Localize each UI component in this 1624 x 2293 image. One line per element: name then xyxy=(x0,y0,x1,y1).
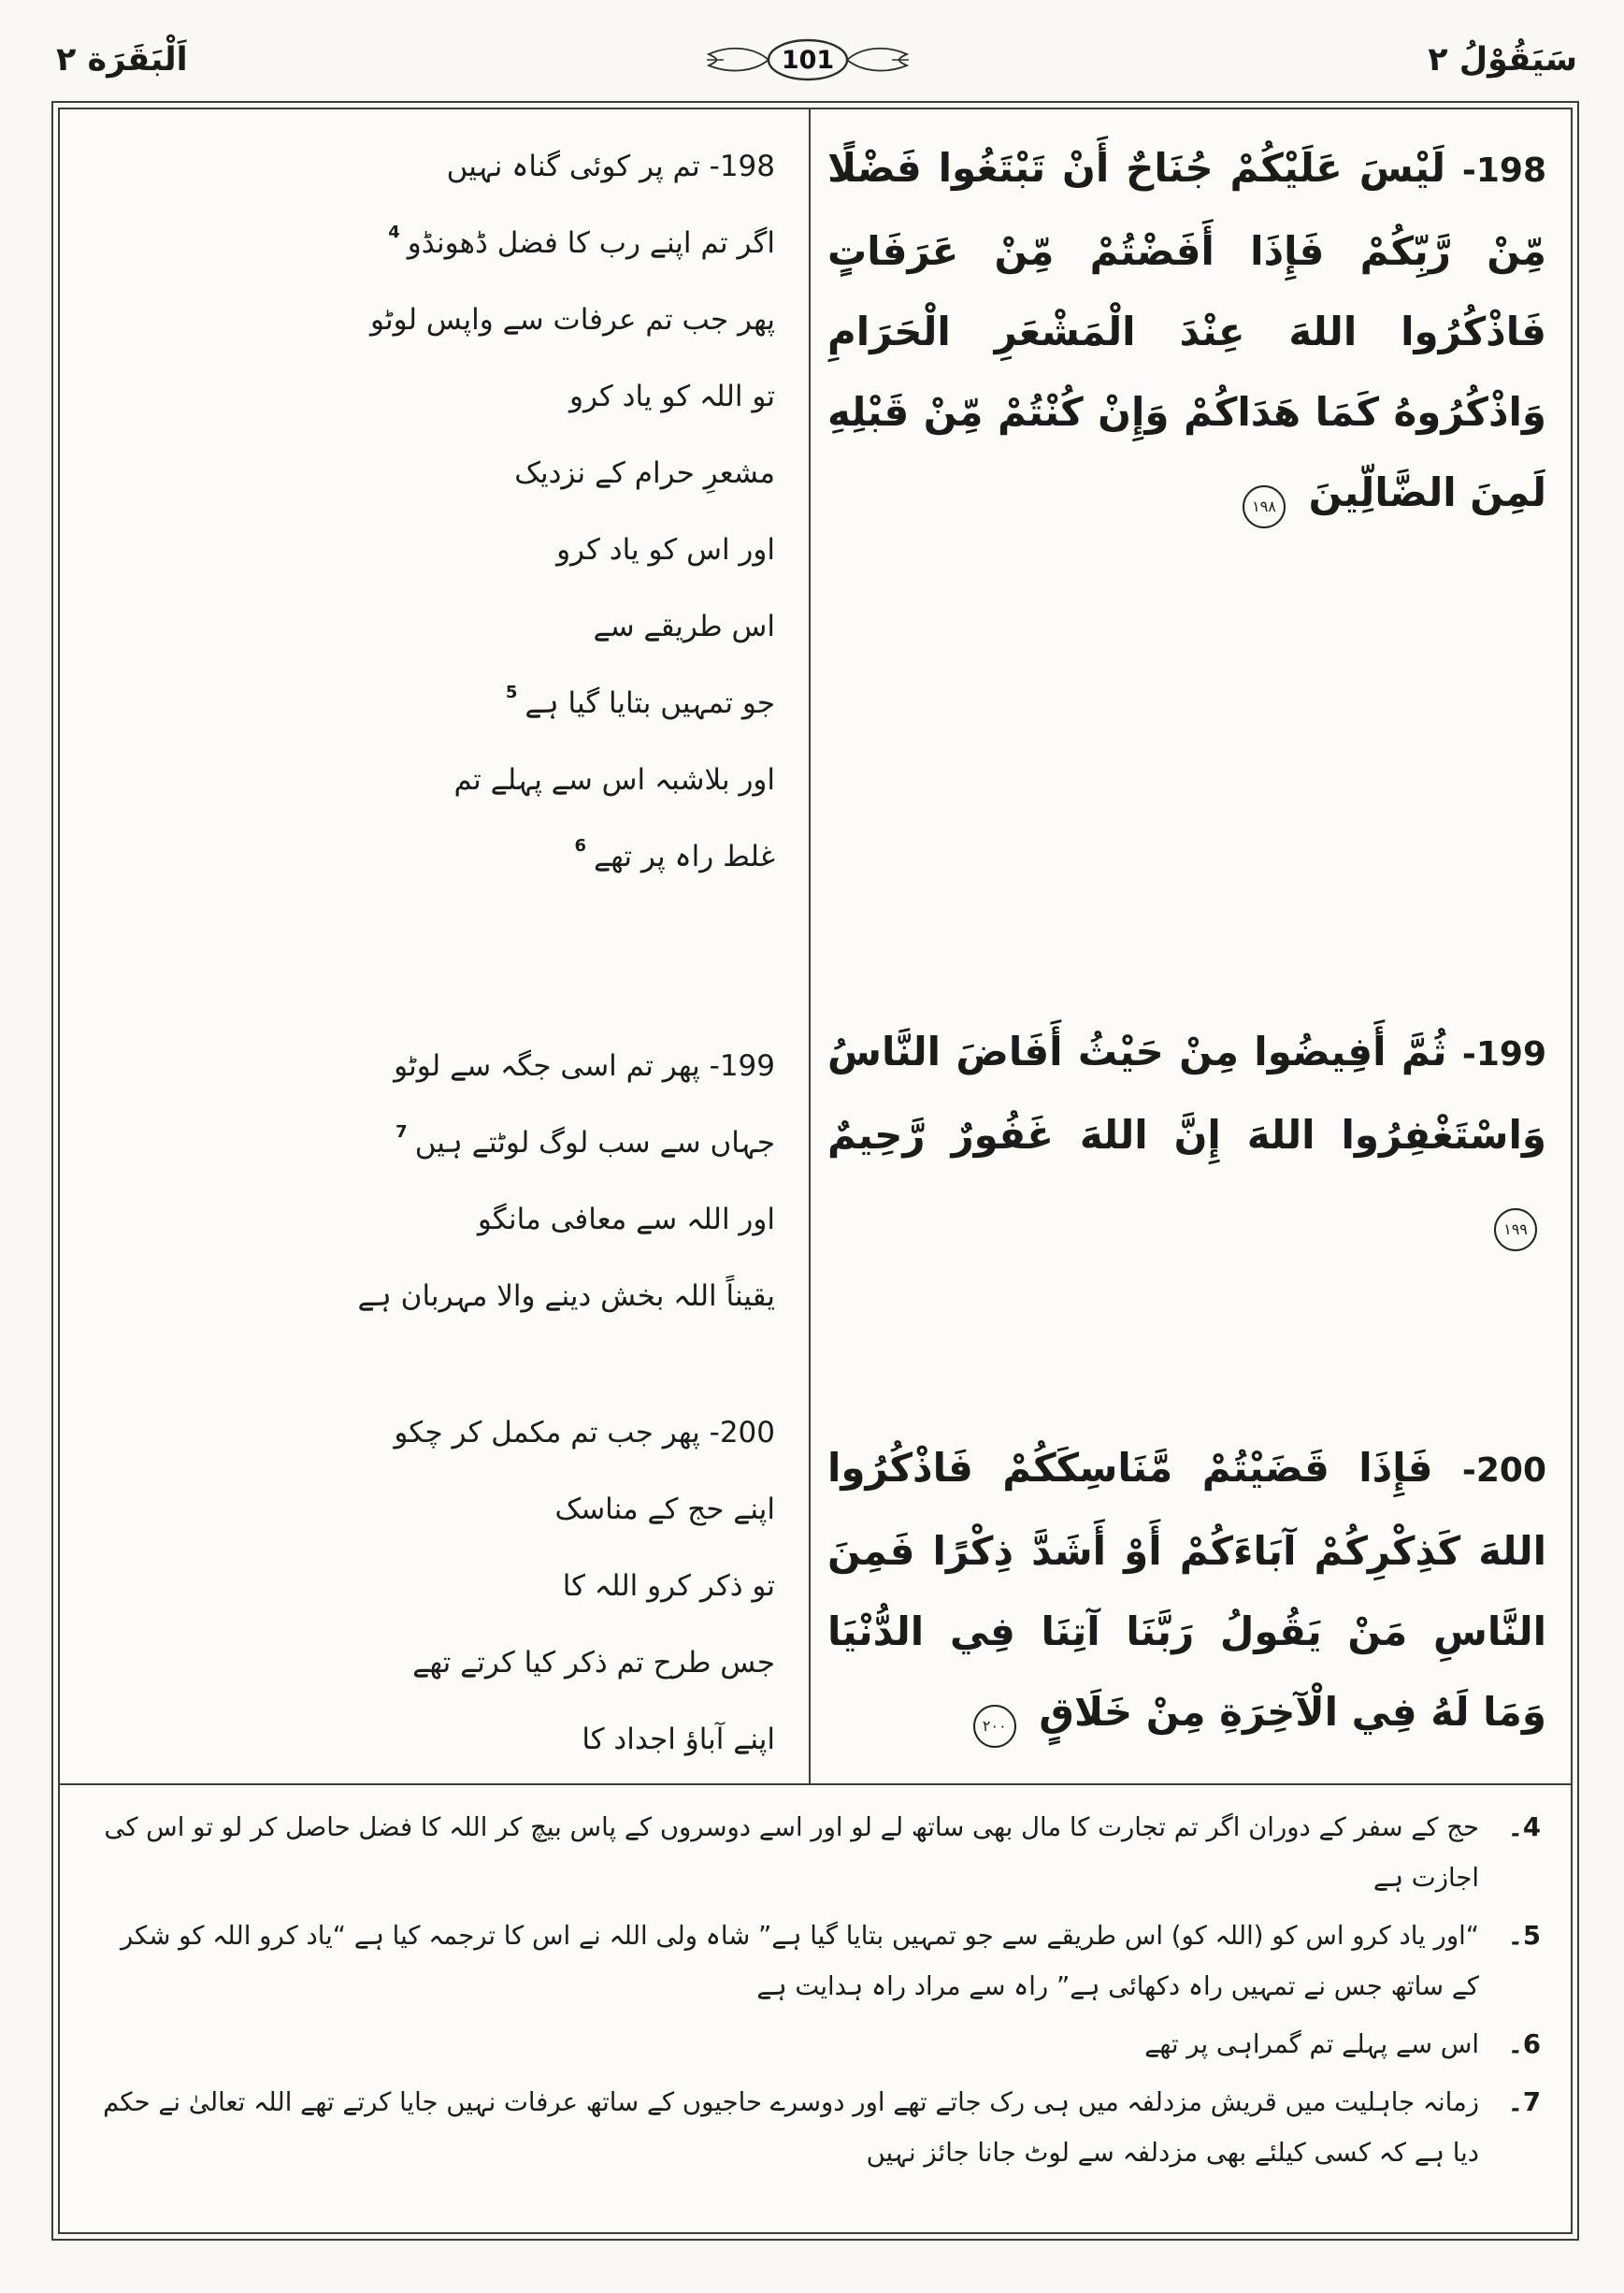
footnote-number: 4۔ xyxy=(1507,1812,1541,1842)
page-header xyxy=(56,30,1577,90)
verse-end-marker: ۱۹۸ xyxy=(1243,485,1286,528)
urdu-line-text: اور بلاشبہ اس سے پہلے تم xyxy=(453,763,775,797)
urdu-line-text: 200- پھر جب تم مکمل کر چکو xyxy=(394,1416,775,1449)
arabic-verse-text: ثُمَّ أَفِيضُوا مِنْ حَيْثُ أَفَاضَ النَّاسُ وَاسْتَغْفِرُوا اللهَ إِنَّ اللهَ غَفُورٌ رَّحِيمٌ xyxy=(827,1029,1546,1158)
footnote xyxy=(97,2019,1543,2069)
urdu-line-text: یقیناً اللہ بخش دینے والا مہربان ہے xyxy=(357,1279,775,1313)
verse-number-label: 199- xyxy=(1461,1035,1546,1074)
urdu-line-text: 198- تم پر کوئی گناہ نہیں xyxy=(446,150,775,183)
arabic-verse xyxy=(827,128,1546,533)
footnote-text: حج کے سفر کے دوران اگر تم تجارت کا مال بھی ساتھ لے لو اور اسے دوسروں کے پاس بیچ کر اللہ کا فضل حاصل کر لو تو اس کی اجازت ہے xyxy=(104,1812,1479,1893)
urdu-line-text: 199- پھر تم اسی جگہ سے لوٹو xyxy=(394,1049,775,1083)
urdu-line-text: جس طرح تم ذکر کیا کرتے تھے xyxy=(412,1646,775,1680)
urdu-line-text: اپنے آباؤ اجداد کا xyxy=(582,1723,775,1756)
footnote-reference: 6 xyxy=(574,836,586,856)
urdu-translation-line xyxy=(69,665,775,742)
urdu-translation-line xyxy=(69,818,775,895)
urdu-translation-line xyxy=(69,1624,775,1701)
arabic-verse-text: لَيْسَ عَلَيْكُمْ جُنَاحٌ أَنْ تَبْتَغُوا فَضْلًا مِّنْ رَّبِّكُمْ فَإِذَا أَفَضْتُمْ مِّنْ عَرَفَاتٍ فَاذْكُرُوا اللهَ عِنْدَ الْمَشْعَرِ الْحَرَامِ وَاذْكُرُوهُ كَمَا هَدَاكُمْ وَإِنْ كُنْتُمْ مِّنْ قَبْلِهِ لَمِنَ الضَّالِّينَ xyxy=(827,145,1546,515)
urdu-translation-line xyxy=(69,1028,775,1104)
footnote xyxy=(97,1911,1543,2012)
footnote-reference: 7 xyxy=(395,1122,408,1142)
urdu-line-text: جو تمہیں بتایا گیا ہے xyxy=(525,686,775,720)
footnotes-section xyxy=(60,1785,1571,2232)
urdu-translation-line xyxy=(69,1181,775,1258)
page-number-ornament xyxy=(696,34,920,86)
urdu-translation-line xyxy=(69,1394,775,1471)
page-border-frame xyxy=(51,101,1579,2241)
footnote xyxy=(97,1802,1543,1903)
footnote-number: 6۔ xyxy=(1507,2029,1541,2059)
urdu-translation-line xyxy=(69,128,775,205)
text-columns xyxy=(60,109,1571,1783)
urdu-translation-line xyxy=(69,1104,775,1181)
footnote-reference: 4 xyxy=(388,223,400,242)
footnote-number: 5۔ xyxy=(1507,1921,1541,1951)
urdu-translation-line xyxy=(69,435,775,512)
verse-number-label: 198- xyxy=(1461,151,1546,190)
arabic-verse xyxy=(827,1012,1546,1256)
footnote-reference: 5 xyxy=(505,683,518,702)
surah-label: اَلْبَقَرَة ٢ xyxy=(56,41,188,79)
urdu-line-text: پھر جب تم عرفات سے واپس لوٹو xyxy=(369,303,775,337)
urdu-line-text: مشعرِ حرام کے نزدیک xyxy=(514,456,775,490)
page-number: 101 xyxy=(781,46,835,75)
urdu-translation-line xyxy=(69,1701,775,1778)
verse-end-marker: ۱۹۹ xyxy=(1494,1208,1537,1251)
urdu-translation-line xyxy=(69,1258,775,1334)
verse-number-label: 200- xyxy=(1461,1451,1546,1490)
juz-label: سَيَقُوْلُ ٢ xyxy=(1428,41,1577,79)
urdu-translation-line xyxy=(69,588,775,665)
urdu-line-text: غلط راہ پر تھے xyxy=(593,840,775,873)
arabic-verse xyxy=(827,1428,1546,1752)
urdu-line-text: اگر تم اپنے رب کا فضل ڈھونڈو xyxy=(407,226,775,260)
urdu-line-text: تو اللہ کو یاد کرو xyxy=(568,380,775,413)
arabic-text-column xyxy=(809,109,1571,1783)
urdu-translation-line xyxy=(69,512,775,588)
footnote-text: زمانہ جاہلیت میں قریش مزدلفہ میں ہی رک جاتے تھے اور دوسرے حاجیوں کے ساتھ عرفات نہیں جایا کرتے تھے اللہ تعالیٰ نے حکم دیا ہے کہ کسی کیلئے بھی مزدلفہ سے لوٹ جانا جائز نہیں xyxy=(103,2087,1479,2168)
urdu-translation-line xyxy=(69,281,775,358)
urdu-translation-line xyxy=(69,358,775,435)
footnote-number: 7۔ xyxy=(1507,2087,1541,2117)
urdu-line-text: اس طریقے سے xyxy=(593,610,775,643)
arabic-verse-text: فَإِذَا قَضَيْتُمْ مَّنَاسِكَكُمْ فَاذْكُرُوا اللهَ كَذِكْرِكُمْ آبَاءَكُمْ أَوْ أَشَدَّ ذِكْرًا فَمِنَ النَّاسِ مَنْ يَقُولُ رَبَّنَا آتِنَا فِي الدُّنْيَا وَمَا لَهُ فِي الْآخِرَةِ مِنْ خَلَاقٍ xyxy=(827,1445,1546,1735)
urdu-line-text: تو ذکر کرو اللہ کا xyxy=(562,1569,775,1603)
urdu-line-text: اور اس کو یاد کرو xyxy=(556,533,775,567)
urdu-translation-line xyxy=(69,742,775,818)
urdu-line-text: اپنے حج کے مناسک xyxy=(554,1493,775,1526)
footnote-text: “اور یاد کرو اس کو (اللہ کو) اس طریقے سے جو تمہیں بتایا گیا ہے” شاہ ولی اللہ نے اس کا ترجمہ کیا ہے “یاد کرو اللہ کو شکر کے ساتھ جس نے تمہیں راہ دکھائی ہے” راہ سے مراد راہ ہدایت ہے xyxy=(121,1921,1479,2001)
verse-end-marker: ۲۰۰ xyxy=(973,1705,1016,1748)
footnote-text: اس سے پہلے تم گمراہی پر تھے xyxy=(1144,2029,1479,2059)
urdu-translation-line xyxy=(69,205,775,281)
cartouche-ornament-icon xyxy=(696,34,920,86)
urdu-translation-column xyxy=(60,109,809,1783)
urdu-line-text: اور اللہ سے معافی مانگو xyxy=(477,1203,775,1236)
urdu-translation-line xyxy=(69,1471,775,1548)
footnote xyxy=(97,2077,1543,2178)
page-inner-frame xyxy=(58,108,1573,2234)
urdu-translation-line xyxy=(69,1548,775,1624)
urdu-line-text: جہاں سے سب لوگ لوٹتے ہیں xyxy=(414,1126,775,1160)
